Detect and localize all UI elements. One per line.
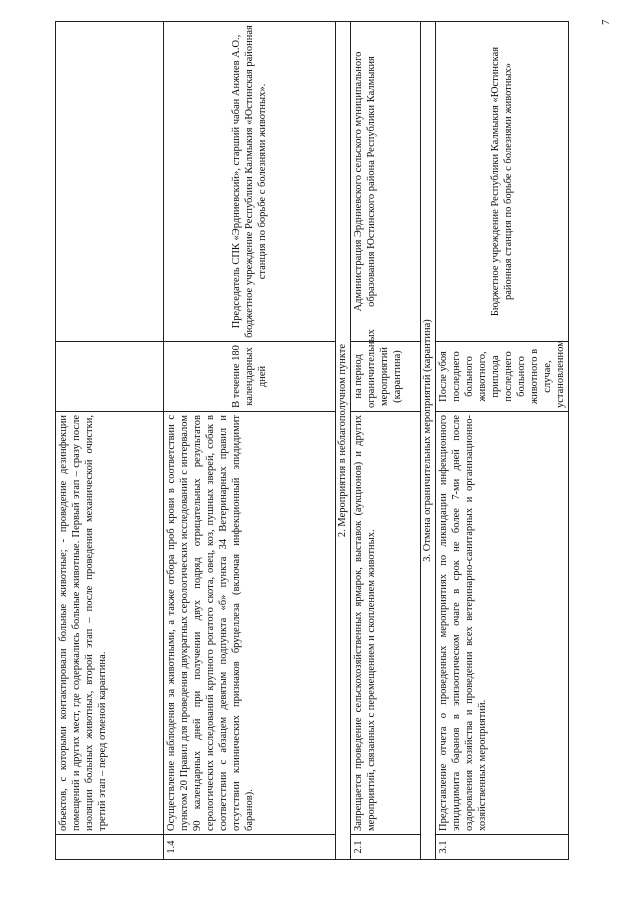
section-row bbox=[421, 22, 436, 860]
responsible-cell: Председатель СПК «Эрдниевский», старший чабан Анжиев А.О., бюджетное учреждение Республики Калмыкия «Юстинская районная станция по борьбе с болезнями животных». bbox=[164, 22, 336, 342]
measure-text: объектов, с которыми контактировали больные животные; - проведение дезинфекции помещений и других мест, где содержались больные животные. Первый этап – сразу после изоляции больных животных, второй этап – после проведения механической очистки, третий этап – перед отменой карантина. bbox=[56, 412, 164, 835]
term-cell bbox=[56, 342, 164, 412]
page-number: 7 bbox=[600, 19, 612, 25]
table-row bbox=[351, 22, 421, 860]
row-number: 2.1 bbox=[351, 835, 421, 860]
table-row bbox=[56, 22, 164, 860]
measure-text: Запрещается проведение сельскохозяйственных ярмарок, выставок (аукционов) и других мероприятий, связанных с перемещением и скоплением животных. bbox=[351, 412, 421, 835]
section-row bbox=[336, 22, 351, 860]
responsible-cell bbox=[56, 22, 164, 342]
row-number: 1.4 bbox=[164, 835, 336, 860]
responsible-cell: Администрация Эрдниевского сельского муниципального образования Юстинского района Республики Калмыкия bbox=[351, 22, 421, 342]
section-title: 2. Мероприятия в неблагополучном пункте bbox=[336, 22, 351, 860]
measure-text: Осуществление наблюдения за животными, а также отбора проб крови в соответствии с пунктом 20 Правил для проведения двукратных серологических исследований с интервалом 90 календарных дней при получении двух подряд отрицательных результатов серологических исследований крупного рогатого скота, овец, коз, пушных зверей, собак в соответствии с абзацем девятым подпункта «б» пункта 34 Ветеринарных правил и отсутствии клинических признаков бруцеллеза (включая инфекционный эпидидимит баранов). bbox=[164, 412, 336, 835]
row-number: 3.1 bbox=[436, 835, 569, 860]
row-number bbox=[56, 835, 164, 860]
measures-table bbox=[55, 21, 569, 860]
term-cell: на период ограничительных мероприятий (карантина) bbox=[351, 342, 421, 412]
measure-text: Представление отчета о проведенных мероприятиях по ликвидации инфекционного эпидидимита баранов в эпизоотическом очаге в срок не более 7-ми дней после оздоровления хозяйства и проведении всех ветеринарно-санитарных и организационно-хозяйственных мероприятий. bbox=[436, 412, 569, 835]
table-row bbox=[436, 22, 569, 860]
term-cell: В течение 180 календарных дней bbox=[164, 342, 336, 412]
section-title: 3. Отмена ограничительных мероприятий (карантина) bbox=[421, 22, 436, 860]
term-cell: После убоя последнего больного животного, приплода последнего больного животного в случае, установленном bbox=[436, 342, 569, 412]
table-row bbox=[164, 22, 336, 860]
responsible-cell: Бюджетное учреждение Республики Калмыкия «Юстинская районная станция по борьбе с болезнями животных» bbox=[436, 22, 569, 342]
